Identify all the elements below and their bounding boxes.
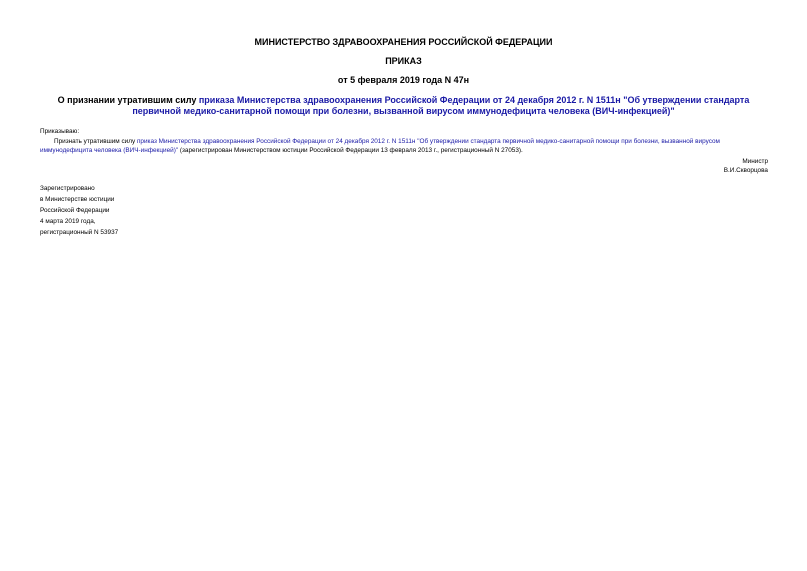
signature-name: В.И.Скворцова xyxy=(723,167,768,174)
title-prefix: О признании утратившим силу xyxy=(57,95,199,105)
ministry-name: МИНИСТЕРСТВО ЗДРАВООХРАНЕНИЯ РОССИЙСКОЙ ФЕДЕРАЦИИ xyxy=(254,37,553,47)
paragraph-suffix: (зарегистрирован Министерством юстиции Российской Федерации 13 февраля 2013 г., регистрационный N 27053). xyxy=(178,147,523,154)
registration-line: в Министерстве юстиции xyxy=(40,196,115,203)
document-title xyxy=(40,95,767,117)
document-date-number: от 5 февраля 2019 года N 47н xyxy=(337,75,470,85)
paragraph-link[interactable]: приказ Министерства здравоохранения Российской Федерации от 24 декабря 2012 г. N 1511н "Об утверждении стандарта первичной медико-санитарной помощи при болезни, вызванной вирусом иммунодефицита человека (ВИЧ-инфекцией)" xyxy=(40,138,720,154)
registration-line: регистрационный N 53937 xyxy=(40,229,119,236)
registration-line: 4 марта 2019 года, xyxy=(40,218,96,225)
registration-line: Зарегистрировано xyxy=(40,185,95,192)
decree-paragraph xyxy=(40,137,772,155)
signature-position: Министр xyxy=(742,158,768,165)
decree-word: Приказываю: xyxy=(40,128,80,135)
registration-line: Российской Федерации xyxy=(40,207,110,214)
registration-block xyxy=(40,183,240,238)
paragraph-prefix: Признать утратившим силу xyxy=(54,138,137,145)
document-type: ПРИКАЗ xyxy=(385,56,422,66)
title-link[interactable]: приказа Министерства здравоохранения Российской Федерации от 24 декабря 2012 г. N 1511н "Об утверждении стандарта первичной медико-санитарной помощи при болезни, вызванной вирусом иммунодефицита человека (ВИЧ-инфекцией)" xyxy=(132,95,750,116)
signature-block xyxy=(600,157,768,175)
